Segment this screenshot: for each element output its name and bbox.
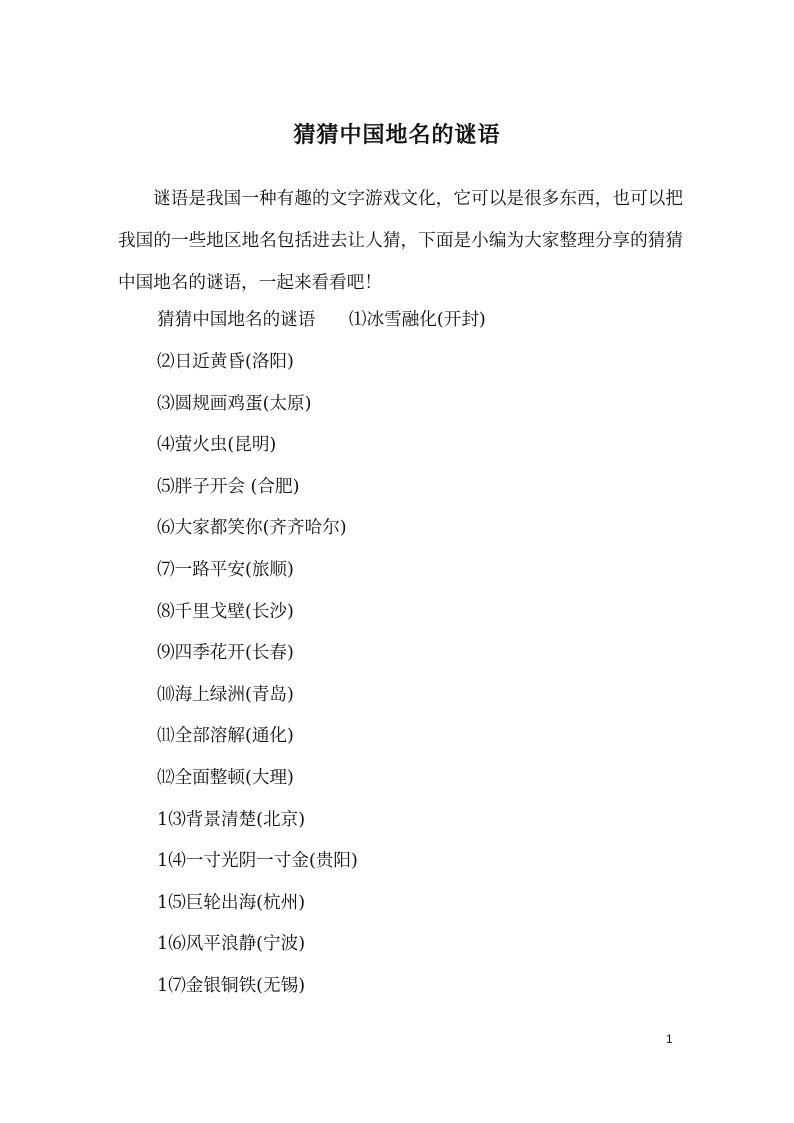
riddle-item: ⑹大家都笑你(齐齐哈尔) [157, 518, 347, 538]
page-title: 猜猜中国地名的谜语 [293, 122, 501, 148]
riddle-item: ⑾全部溶解(通化) [157, 726, 294, 746]
riddle-item: 1⑶背景清楚(北京) [157, 810, 306, 830]
riddle-item: ⑷萤火虫(昆明) [157, 435, 277, 455]
riddle-item: ⑻千里戈壁(长沙) [157, 602, 294, 622]
riddle-item: 1⑺金银铜铁(无锡) [157, 976, 306, 996]
riddle-item: 1⑸巨轮出海(杭州) [157, 893, 306, 913]
riddle-item: ⑶圆规画鸡蛋(太原) [157, 394, 312, 414]
page-number: 1 [666, 1032, 673, 1046]
riddle-item: ⑺一路平安(旅顺) [157, 560, 294, 580]
riddle-item: ⑵日近黄昏(洛阳) [157, 352, 294, 372]
intro-paragraph: 谜语是我国一种有趣的文字游戏文化，它可以是很多东西，也可以把我国的一些地区地名包括进去让人猜，下面是小编为大家整理分享的猜猜中国地名的谜语，一起来看看吧！ [118, 189, 683, 293]
riddle-item: ⑼四季花开(长春) [157, 643, 294, 663]
riddle-item: 猜猜中国地名的谜语 ⑴冰雪融化(开封) [157, 310, 486, 330]
riddle-item: ⑸胖子开会 (合肥) [157, 477, 300, 497]
riddle-item: ⑽海上绿洲(青岛) [157, 685, 294, 705]
riddle-item: ⑿全面整顿(大理) [157, 768, 294, 788]
riddle-item: 1⑹风平浪静(宁波) [157, 934, 306, 954]
riddle-item: 1⑷一寸光阴一寸金(贵阳) [157, 851, 358, 871]
